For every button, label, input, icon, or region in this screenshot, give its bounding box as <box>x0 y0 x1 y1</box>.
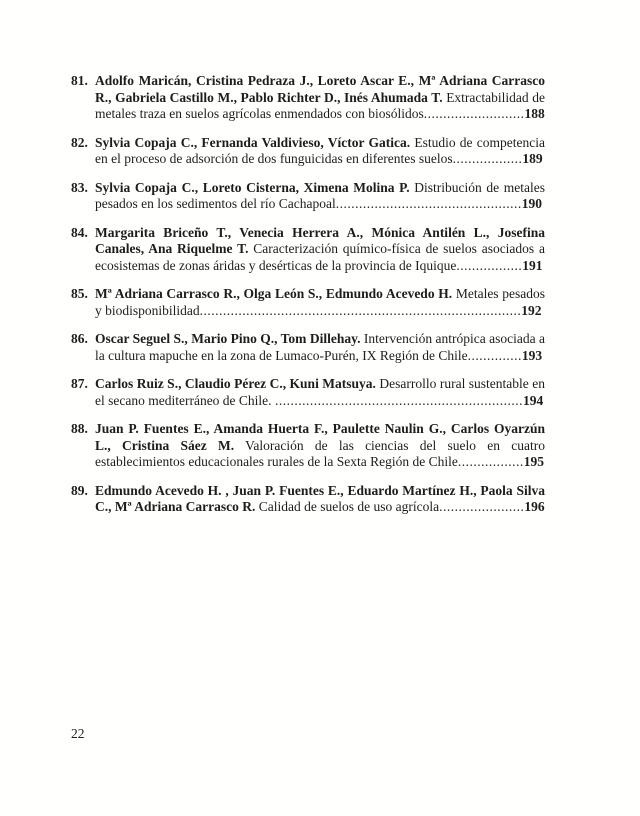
entry-authors: Oscar Seguel S., Mario Pino Q., Tom Dillehay. <box>95 331 361 346</box>
entry-page-ref: 196 <box>524 499 545 514</box>
entry-title: Intervención antrópica asociada a la cultura mapuche en la zona de Lumaco-Purén, IX Región de Chile <box>95 331 545 363</box>
toc-entry <box>71 225 545 275</box>
entry-number: 87. <box>71 376 88 391</box>
entry-page-ref: 195 <box>523 454 544 469</box>
dot-leader: ​.​.​.​.​.​.​.​.​.​.​.​.​.​.​.​.​.​.​.​.​.​.​.​.​.​.​.​.​.​.​.​.​.​.​.​.​.​.​.​.​.​.​.​.​.​.​.​.​.​.​.​.​.​.​.​.​.​.​.​.​.​.​.​.​ <box>274 392 523 408</box>
entry-title: Estudio de competencia en el proceso de adsorción de dos funguicidas en diferentes suelos <box>95 134 545 166</box>
entry-page-ref: 189 <box>522 151 543 166</box>
dot-leader: ​.​.​.​.​.​.​.​.​.​.​.​.​.​.​ <box>467 347 522 363</box>
entry-authors: Carlos Ruiz S., Claudio Pérez C., Kuni Matsuya. <box>95 376 376 391</box>
entry-page-ref: 190 <box>521 196 542 211</box>
entry-text <box>95 376 545 409</box>
entry-text <box>95 286 545 319</box>
toc-entry <box>71 180 545 213</box>
entry-text <box>95 225 545 275</box>
toc-entry <box>71 286 545 319</box>
dot-leader: ​.​.​.​.​.​.​.​.​.​.​.​.​.​.​.​.​.​.​.​.​.​.​.​.​.​.​.​.​.​.​.​.​.​.​.​.​.​.​.​.​.​.​.​.​.​.​.​.​ <box>335 196 522 211</box>
entry-number: 82. <box>71 134 88 150</box>
entry-page-ref: 193 <box>521 347 543 363</box>
entry-title: Calidad de suelos de uso agrícola <box>255 499 440 514</box>
entry-page-ref: 191 <box>522 257 543 273</box>
entry-text <box>95 135 545 168</box>
dot-leader: ​.​.​.​.​.​.​.​.​.​.​.​.​.​.​.​.​.​.​.​.​.​.​.​.​.​.​ <box>423 106 525 121</box>
toc-entry <box>71 376 545 409</box>
entry-page-ref: 188 <box>524 106 545 121</box>
dot-leader: ​.​.​.​.​.​.​.​.​.​.​.​.​.​.​.​.​.​.​.​.​.​.​.​.​.​.​.​.​.​.​.​.​.​.​.​.​.​.​.​.​.​.​.​.​.​.​.​.​.​.​.​.​.​.​.​.​.​.​.​.​.​.​.​.​.​.​.​.​.​.​.​.​.​.​.​.​.​.​.​.​.​.​.​ <box>199 302 522 318</box>
dot-leader: ​.​.​.​.​.​.​.​.​.​.​.​.​.​.​.​.​.​ <box>456 257 523 273</box>
entry-text <box>95 73 545 123</box>
toc-entry <box>71 135 545 168</box>
toc-list <box>71 73 545 528</box>
entry-authors: Margarita Briceño T., Venecia Herrera A., Mónica Antilén L., Josefina Canales, Ana Riquelme T. <box>95 224 545 256</box>
entry-title: Desarrollo rural sustentable en el secano mediterráneo de Chile. <box>95 376 545 408</box>
entry-title: Metales pesados y biodisponibilidad <box>95 286 545 318</box>
entry-title: Extractabilidad de metales traza en suelos agrícolas enmendados con biosólidos <box>95 89 545 121</box>
entry-title: Distribución de metales pesados en los sedimentos del río Cachapoal <box>95 179 546 211</box>
entry-text <box>95 180 545 213</box>
entry-text <box>95 331 545 364</box>
toc-entry <box>71 421 545 471</box>
entry-number: 89. <box>71 482 88 498</box>
toc-entry <box>71 331 545 364</box>
entry-authors: Juan P. Fuentes E., Amanda Huerta F., Paulette Naulin G., Carlos Oyarzún L., Cristina Sáez M. <box>95 421 545 453</box>
entry-number: 84. <box>71 224 88 240</box>
entry-text <box>95 421 545 471</box>
entry-authors: Edmundo Acevedo H. , Juan P. Fuentes E., Eduardo Martínez H., Paola Silva C., Mª Adriana Carrasco R. <box>95 482 545 514</box>
page-number: 22 <box>71 726 85 741</box>
entry-title: Caracterización químico-física de suelos asociados a ecosistemas de zonas áridas y desérticas de la provincia de Iquique <box>95 241 545 273</box>
dot-leader: ​.​.​.​.​.​.​.​.​.​.​.​.​.​.​.​.​.​.​ <box>452 151 523 166</box>
toc-entry <box>71 73 545 123</box>
entry-number: 83. <box>71 179 88 195</box>
dot-leader: ​.​.​.​.​.​.​.​.​.​.​.​.​.​.​.​.​.​ <box>457 454 524 469</box>
entry-authors: Sylvia Copaja C., Loreto Cisterna, Ximena Molina P. <box>95 179 410 195</box>
dot-leader: ​.​.​.​.​.​.​.​.​.​.​.​.​.​.​.​.​.​.​.​.​.​.​ <box>439 499 525 514</box>
entry-number: 85. <box>71 286 88 301</box>
entry-number: 88. <box>71 421 88 436</box>
entry-page-ref: 192 <box>521 302 542 318</box>
entry-authors: Adolfo Maricán, Cristina Pedraza J., Loreto Ascar E., Mª Adriana Carrasco R., Gabriela Castillo M., Pablo Richter D., Inés Ahumada T. <box>95 73 545 105</box>
entry-authors: Sylvia Copaja C., Fernanda Valdivieso, Víctor Gatica. <box>95 134 411 150</box>
entry-number: 86. <box>71 331 88 346</box>
entry-title: Valoración de las ciencias del suelo en cuatro establecimientos educacionales rurales de la Sexta Región de Chile <box>95 437 545 469</box>
entry-authors: Mª Adriana Carrasco R., Olga León S., Edmundo Acevedo H. <box>95 286 453 301</box>
toc-entry <box>71 483 545 516</box>
entry-text <box>95 483 545 516</box>
entry-number: 81. <box>71 73 88 88</box>
entry-page-ref: 194 <box>522 392 544 408</box>
